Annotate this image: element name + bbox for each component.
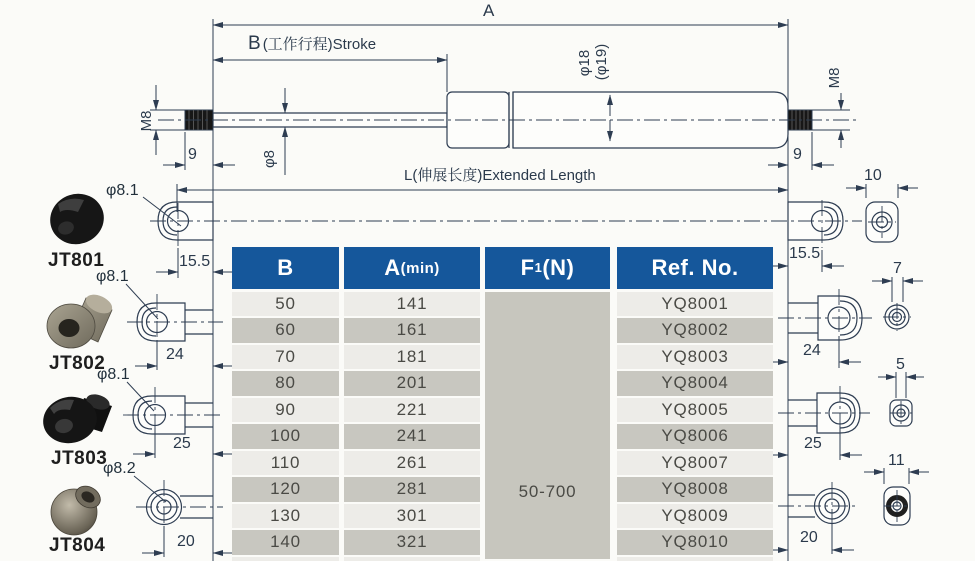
jt802-diameter-label: φ8.1 [96,268,129,285]
dim-20-left: 20 [177,533,195,550]
cell-ref-no: YQ8001 [617,292,773,317]
cell-a-min: 201 [344,371,480,396]
cell-b: 130 [232,504,339,529]
cell-a-min: 301 [344,504,480,529]
cell-ref-no: YQ8003 [617,345,773,370]
cell-a-min: 241 [344,424,480,449]
jt803-label: JT803 [51,448,108,469]
tube-diameter-alt-label: (φ19) [593,43,610,81]
header-b-label: B [277,255,294,280]
dim-10: 10 [864,167,882,184]
jt802-label: JT802 [49,353,106,374]
dim-7: 7 [893,260,902,277]
cell-ref-no: YQ8006 [617,424,773,449]
header-a-label: A [384,255,401,280]
header-ref-no [617,247,773,289]
dim-15-5-left: 15.5 [179,253,211,270]
cell-b: 90 [232,398,339,423]
jt801-label: JT801 [48,250,105,271]
jt804-diameter-label: φ8.2 [103,460,136,477]
jt801-diameter-label: φ8.1 [106,182,139,199]
header-f-rest-label: (N) [542,255,575,280]
right-fitting-drawings [788,296,912,525]
cell-b: 70 [232,345,339,370]
dim-a-label: A [483,1,495,20]
cell-ref-no: YQ8009 [617,504,773,529]
dim-15-5-right: 15.5 [789,245,821,262]
column-force [485,247,610,559]
cell-b: 110 [232,451,339,476]
cell-b: 120 [232,477,339,502]
header-b [232,247,339,289]
dim-11: 11 [888,452,905,469]
thread-m8-left-label: M8 [138,110,155,132]
cell-b: 60 [232,318,339,343]
column-ref-no [617,247,773,561]
cell-ref-no: YQ8008 [617,477,773,502]
cell-a-min: 261 [344,451,480,476]
jt802-photo [47,291,115,348]
dim-20-right: 20 [800,529,818,546]
cell-a-min: 141 [344,292,480,317]
thread-m8-right-label: M8 [826,67,843,89]
cell-b: 50 [232,292,339,317]
header-ref-label: Ref. No. [651,255,739,280]
jt803-diameter-label: φ8.1 [97,366,130,383]
dim-9-right: 9 [793,146,802,163]
column-a-min [344,247,480,561]
dim-24-right: 24 [803,342,821,359]
extended-length-label: L(伸展长度)Extended Length [404,167,596,184]
cell-b: 100 [232,424,339,449]
dim-24-left: 24 [166,346,184,363]
left-fitting-drawings [133,303,213,525]
cell-ref-no: YQ8002 [617,318,773,343]
cell-a-min: 281 [344,477,480,502]
column-stroke-b [232,247,339,561]
cell-a-min: 161 [344,318,480,343]
jt804-label: JT804 [49,535,106,556]
cell-a-min: 181 [344,345,480,370]
cell-a-min: 321 [344,530,480,555]
cell-b: 140 [232,530,339,555]
tube-diameter-label: φ18 [576,49,593,77]
jt803-photo [39,392,112,448]
header-a-min [344,247,480,289]
partial-row-cell [232,557,339,561]
dim-25-right: 25 [804,435,822,452]
dim-5: 5 [896,356,905,373]
dim-9-left: 9 [188,146,197,163]
header-f1n: F 1 (N) [485,247,610,289]
cell-a-min: 221 [344,398,480,423]
jt801-photo [44,187,111,251]
dim-b-prefix: B [248,33,261,54]
spec-table [232,247,773,561]
dim-b-rest: (工作行程)Stroke [262,36,377,53]
rod-diameter-label: φ8 [261,149,278,169]
cell-b: 80 [232,371,339,396]
force-range-value: 50-700 [518,481,577,501]
dim-25-left: 25 [173,435,191,452]
cell-ref-no: YQ8005 [617,398,773,423]
cell-ref-no: YQ8004 [617,371,773,396]
dim-b-stroke-label [248,33,377,54]
header-a-sub-label: (min) [400,259,440,277]
cell-ref-no: YQ8007 [617,451,773,476]
jt804-photo [51,482,104,535]
header-f-label: F [520,255,535,280]
cell-ref-no: YQ8010 [617,530,773,555]
force-range-cell [485,292,610,559]
partial-row-cell [344,557,480,561]
partial-row-cell [617,557,773,561]
